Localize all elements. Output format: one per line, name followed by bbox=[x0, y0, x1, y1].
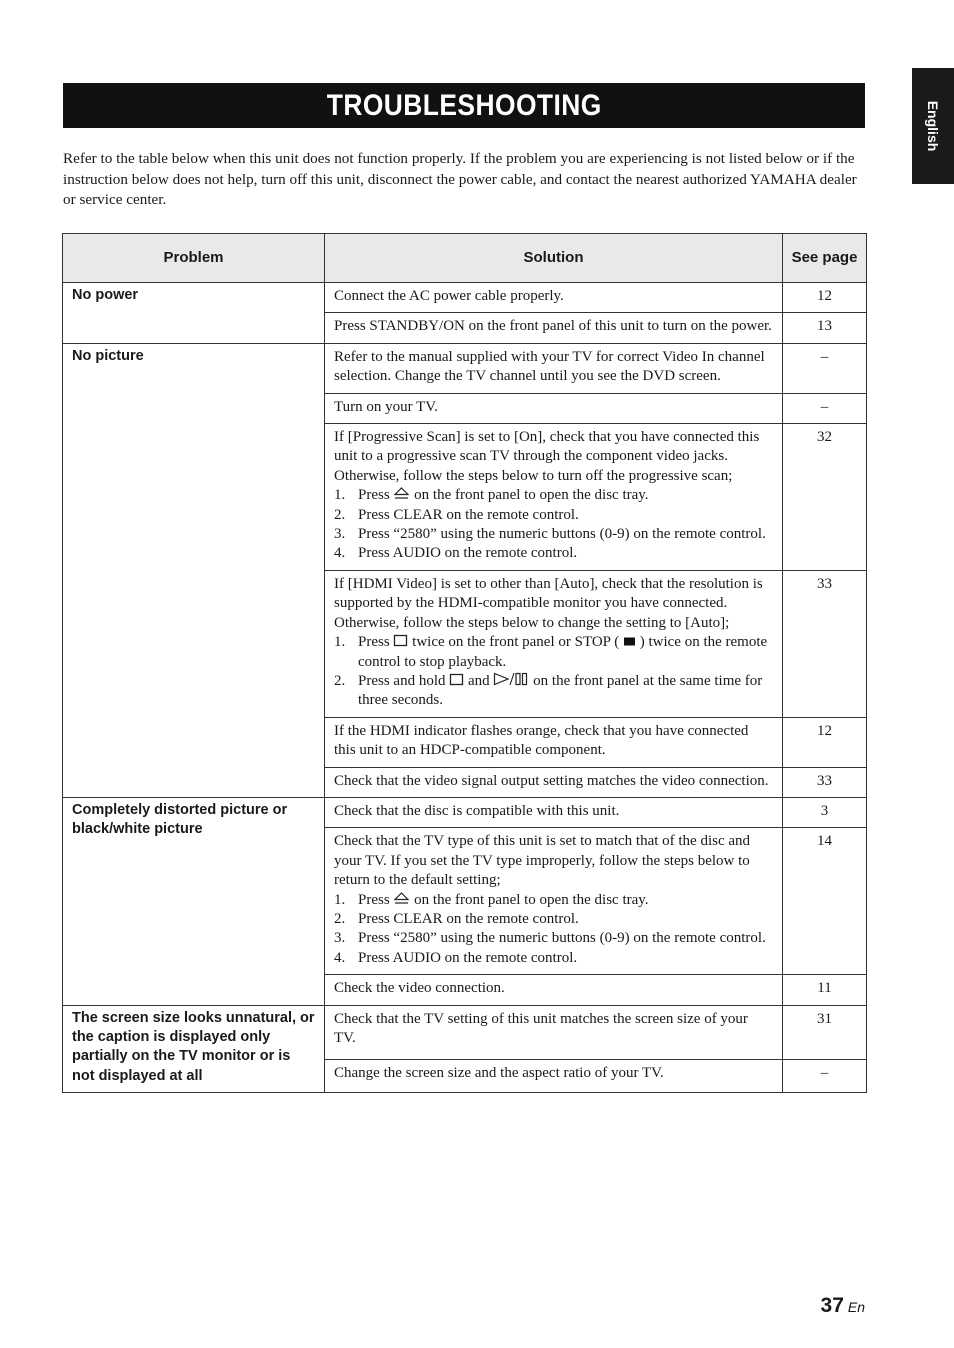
page-cell: 31 bbox=[783, 1005, 867, 1059]
page-cell: – bbox=[783, 343, 867, 393]
step-text: Press AUDIO on the remote control. bbox=[358, 545, 578, 562]
problem-cell: The screen size looks unnatural, or the caption is displayed only partially on the TV monitor or is not displayed at all bbox=[63, 1005, 325, 1093]
page-cell: 13 bbox=[783, 313, 867, 343]
step-text: Press and hold bbox=[358, 672, 446, 689]
solution-cell bbox=[325, 424, 783, 571]
table-row bbox=[63, 283, 867, 313]
step-number: 4. bbox=[334, 545, 346, 562]
solution-cell: Turn on your TV. bbox=[325, 393, 783, 423]
step-number: 1. bbox=[334, 487, 346, 504]
page-cell: – bbox=[783, 1060, 867, 1093]
step-text: Press bbox=[358, 891, 390, 908]
step-text: ) twice on the remote control to stop playback. bbox=[358, 634, 768, 670]
step-number: 3. bbox=[334, 930, 346, 947]
solution-cell: Check that the TV setting of this unit matches the screen size of your TV. bbox=[325, 1005, 783, 1059]
step-number: 2. bbox=[334, 506, 346, 523]
page-language-code: En bbox=[847, 1299, 865, 1315]
problem-cell: Completely distorted picture or black/white picture bbox=[63, 797, 325, 1005]
step-text: Press bbox=[358, 634, 390, 651]
step-text: and bbox=[468, 672, 490, 689]
page-title-bar bbox=[63, 83, 865, 128]
problem-cell: No power bbox=[63, 283, 325, 344]
language-tab-label: English bbox=[925, 100, 941, 152]
solution-cell: Press STANDBY/ON on the front panel of this unit to turn on the power. bbox=[325, 313, 783, 343]
solution-cell: Check the video connection. bbox=[325, 975, 783, 1005]
step-item bbox=[334, 672, 773, 711]
solution-cell bbox=[325, 570, 783, 717]
step-item bbox=[334, 525, 773, 544]
steps-list bbox=[334, 486, 773, 564]
page-number bbox=[780, 1294, 865, 1318]
page-title: TROUBLESHOOTING bbox=[326, 89, 602, 122]
solution-cell: Refer to the manual supplied with your TV for correct Video In channel selection. Change the TV channel until you see the DVD screen. bbox=[325, 343, 783, 393]
step-number: 3. bbox=[334, 526, 346, 543]
header-solution: Solution bbox=[325, 234, 783, 283]
step-number: 1. bbox=[334, 891, 346, 908]
table-row bbox=[63, 1005, 867, 1059]
table-row bbox=[63, 343, 867, 393]
step-text: on the front panel to open the disc tray. bbox=[414, 487, 649, 504]
table-row bbox=[63, 797, 867, 827]
page-cell: 32 bbox=[783, 424, 867, 571]
solution-text: If [Progressive Scan] is set to [On], check that you have connected this unit to a progressive scan TV through the component video jacks. Otherwise, follow the steps below to turn off the progressive scan; bbox=[334, 429, 760, 484]
solution-text: Check that the TV type of this unit is set to match that of the disc and your TV. If you set the TV type improperly, follow the steps below to return to the default setting; bbox=[334, 833, 751, 889]
stop-filled-icon bbox=[623, 636, 636, 647]
solution-cell bbox=[325, 828, 783, 975]
step-text: on the front panel at the same time for three seconds. bbox=[358, 672, 763, 709]
header-see-page: See page bbox=[783, 234, 867, 283]
page-cell: 33 bbox=[783, 570, 867, 717]
solution-cell: Connect the AC power cable properly. bbox=[325, 283, 783, 313]
step-number: 2. bbox=[334, 910, 346, 927]
page-cell: 3 bbox=[783, 797, 867, 827]
header-problem: Problem bbox=[63, 234, 325, 283]
step-text: twice on the front panel or STOP ( bbox=[412, 634, 620, 651]
step-text: Press AUDIO on the remote control. bbox=[358, 949, 578, 966]
stop-square-icon bbox=[449, 673, 464, 686]
language-tab bbox=[912, 68, 954, 184]
solution-cell: Change the screen size and the aspect ratio of your TV. bbox=[325, 1060, 783, 1093]
page-cell: – bbox=[783, 393, 867, 423]
page-cell: 12 bbox=[783, 717, 867, 767]
eject-icon bbox=[393, 892, 410, 905]
steps-list bbox=[334, 633, 773, 711]
step-text: Press “2580” using the numeric buttons (0-9) on the remote control. bbox=[358, 526, 766, 543]
step-item bbox=[334, 486, 773, 505]
page-cell: 12 bbox=[783, 283, 867, 313]
page-cell: 33 bbox=[783, 767, 867, 797]
stop-square-icon bbox=[393, 634, 408, 647]
solution-cell: Check that the disc is compatible with this unit. bbox=[325, 797, 783, 827]
step-item bbox=[334, 929, 773, 948]
step-item bbox=[334, 891, 773, 910]
intro-paragraph: Refer to the table below when this unit does not function properly. If the problem you are experiencing is not listed below or if the instruction below does not help, turn off this unit, disconnect the power cable, and contact the nearest authorized YAMAHA dealer or service center. bbox=[63, 150, 857, 208]
troubleshooting-table bbox=[62, 233, 867, 1093]
step-item bbox=[334, 910, 773, 929]
solution-cell: If the HDMI indicator flashes orange, check that you have connected this unit to an HDCP-compatible component. bbox=[325, 717, 783, 767]
step-text: Press CLEAR on the remote control. bbox=[358, 910, 579, 927]
problem-cell: No picture bbox=[63, 343, 325, 797]
step-item bbox=[334, 544, 773, 563]
solution-text: If [HDMI Video] is set to other than [Auto], check that the resolution is supported by the HDMI-compatible monitor you have connected. Otherwise, follow the steps below to change the setting to [Auto]; bbox=[334, 575, 763, 631]
step-text: Press bbox=[358, 487, 390, 504]
step-text: on the front panel to open the disc tray. bbox=[414, 891, 649, 908]
step-item bbox=[334, 949, 773, 968]
step-text: Press CLEAR on the remote control. bbox=[358, 506, 579, 523]
step-number: 1. bbox=[334, 634, 346, 651]
step-item bbox=[334, 633, 773, 672]
step-text: Press “2580” using the numeric buttons (0-9) on the remote control. bbox=[358, 930, 766, 947]
eject-icon bbox=[393, 487, 410, 500]
steps-list bbox=[334, 891, 773, 969]
page-cell: 11 bbox=[783, 975, 867, 1005]
solution-cell: Check that the video signal output setting matches the video connection. bbox=[325, 767, 783, 797]
step-number: 4. bbox=[334, 949, 346, 966]
step-number: 2. bbox=[334, 672, 346, 689]
table-header-row bbox=[63, 234, 867, 283]
page-cell: 14 bbox=[783, 828, 867, 975]
page-number-value: 37 bbox=[820, 1294, 844, 1317]
play-pause-icon bbox=[493, 672, 529, 686]
step-item bbox=[334, 506, 773, 525]
